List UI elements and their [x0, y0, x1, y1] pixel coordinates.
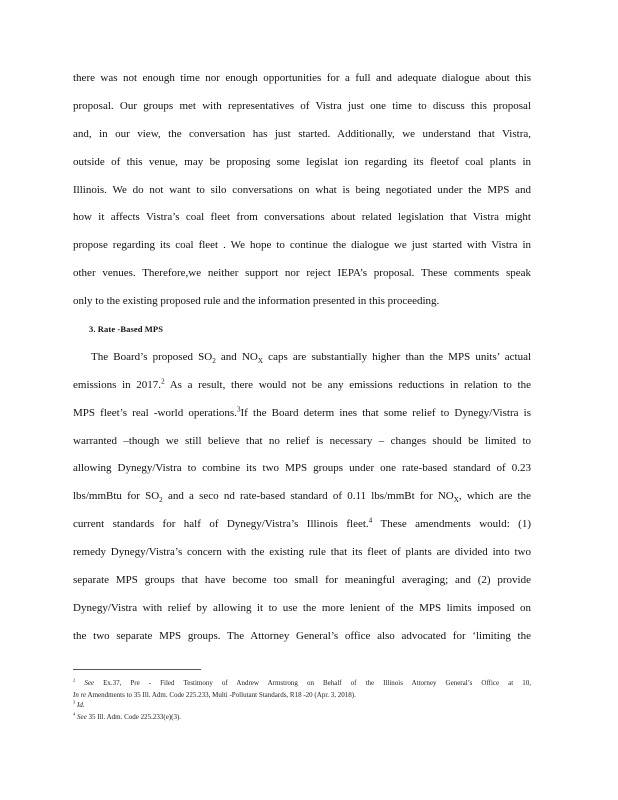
footnote-3: $^3$ Id.	[73, 699, 85, 709]
body-line: current standards for half of Dynegy/Vistra’s Illinois fleet.$^4$ These amendments would: (1)	[73, 516, 531, 530]
body-line: other venues. Therefore,we neither support nor reject IEPA’s proposal. These comments speak	[73, 267, 531, 279]
body-line: outside of this venue, may be proposing some legislat ion regarding its fleetof coal plants in	[73, 156, 531, 168]
body-line: proposal. Our groups met with representatives of Vistra just one time to discuss this proposal	[73, 100, 531, 112]
body-line: allowing Dynegy/Vistra to combine its two MPS groups under one rate-based standard of 0.23	[73, 462, 531, 474]
body-line: emissions in 2017.$^2$ As a result, there would not be any emissions reductions in relation to the	[73, 377, 531, 391]
body-line: how it affects Vistra’s coal fleet from conversations about related legislation that Vistra might	[73, 211, 531, 223]
footnote-2: $^2$ See Ex.37, Pre - Filed Testimony of Andrew Armstrong on Behalf of the Illinois Attorney General’s Office at 10,	[73, 677, 532, 687]
footnote-separator	[73, 669, 201, 670]
footnote-ref[interactable]: 3	[236, 405, 241, 414]
body-line: Dynegy/Vistra with relief by allowing it to use the more lenient of the MPS limits imposed on	[73, 602, 531, 614]
body-line: warranted –though we still believe that no relief is necessary – changes should be limited to	[73, 435, 531, 447]
body-line: only to the existing proposed rule and the information presented in this proceeding.	[73, 295, 440, 307]
body-line: the two separate MPS groups. The Attorney General’s office also advocated for ‘limiting the	[73, 630, 531, 642]
footnote-2-cont: In re Amendments to 35 Ill. Adm. Code 225.233, Multi -Pollutant Standards, R18 -20 (Apr. 3, 2018).	[73, 691, 356, 699]
body-line: lbs/mmBtu for $SO_2$ and a seco nd rate-based standard of 0.11 lbs/mmBt for $NO_X$, which are the	[73, 490, 531, 505]
footnote-ref[interactable]: 4	[368, 516, 373, 525]
body-line: Illinois. We do not want to silo conversations on what is being negotiated under the MPS and	[73, 184, 531, 196]
body-line: The Board’s proposed $SO_2$ and $NO_X$ caps are substantially higher than the MPS units’ actual	[91, 351, 532, 366]
body-line: there was not enough time nor enough opportunities for a full and adequate dialogue about this	[73, 72, 531, 84]
footnote-ref[interactable]: 2	[161, 377, 165, 386]
body-line: propose regarding its coal fleet . We hope to continue the dialogue we just started with Vistra in	[73, 239, 531, 251]
body-line: remedy Dynegy/Vistra’s concern with the existing rule that its fleet of plants are divided into two	[73, 546, 531, 558]
footnote-4: $^4$ See 35 Ill. Adm. Code 225.233(e)(3).	[73, 711, 182, 721]
body-line: separate MPS groups that have become too small for meaningful averaging; and (2) provide	[73, 574, 531, 586]
body-line: MPS fleet’s real -world operations.$^3$If the Board determ ines that some relief to Dynegy/Vistra is	[73, 405, 531, 419]
body-line: and, in our view, the conversation has just started. Additionally, we understand that Vistra,	[73, 128, 531, 140]
section-heading: 3. Rate -Based MPS	[89, 324, 164, 334]
